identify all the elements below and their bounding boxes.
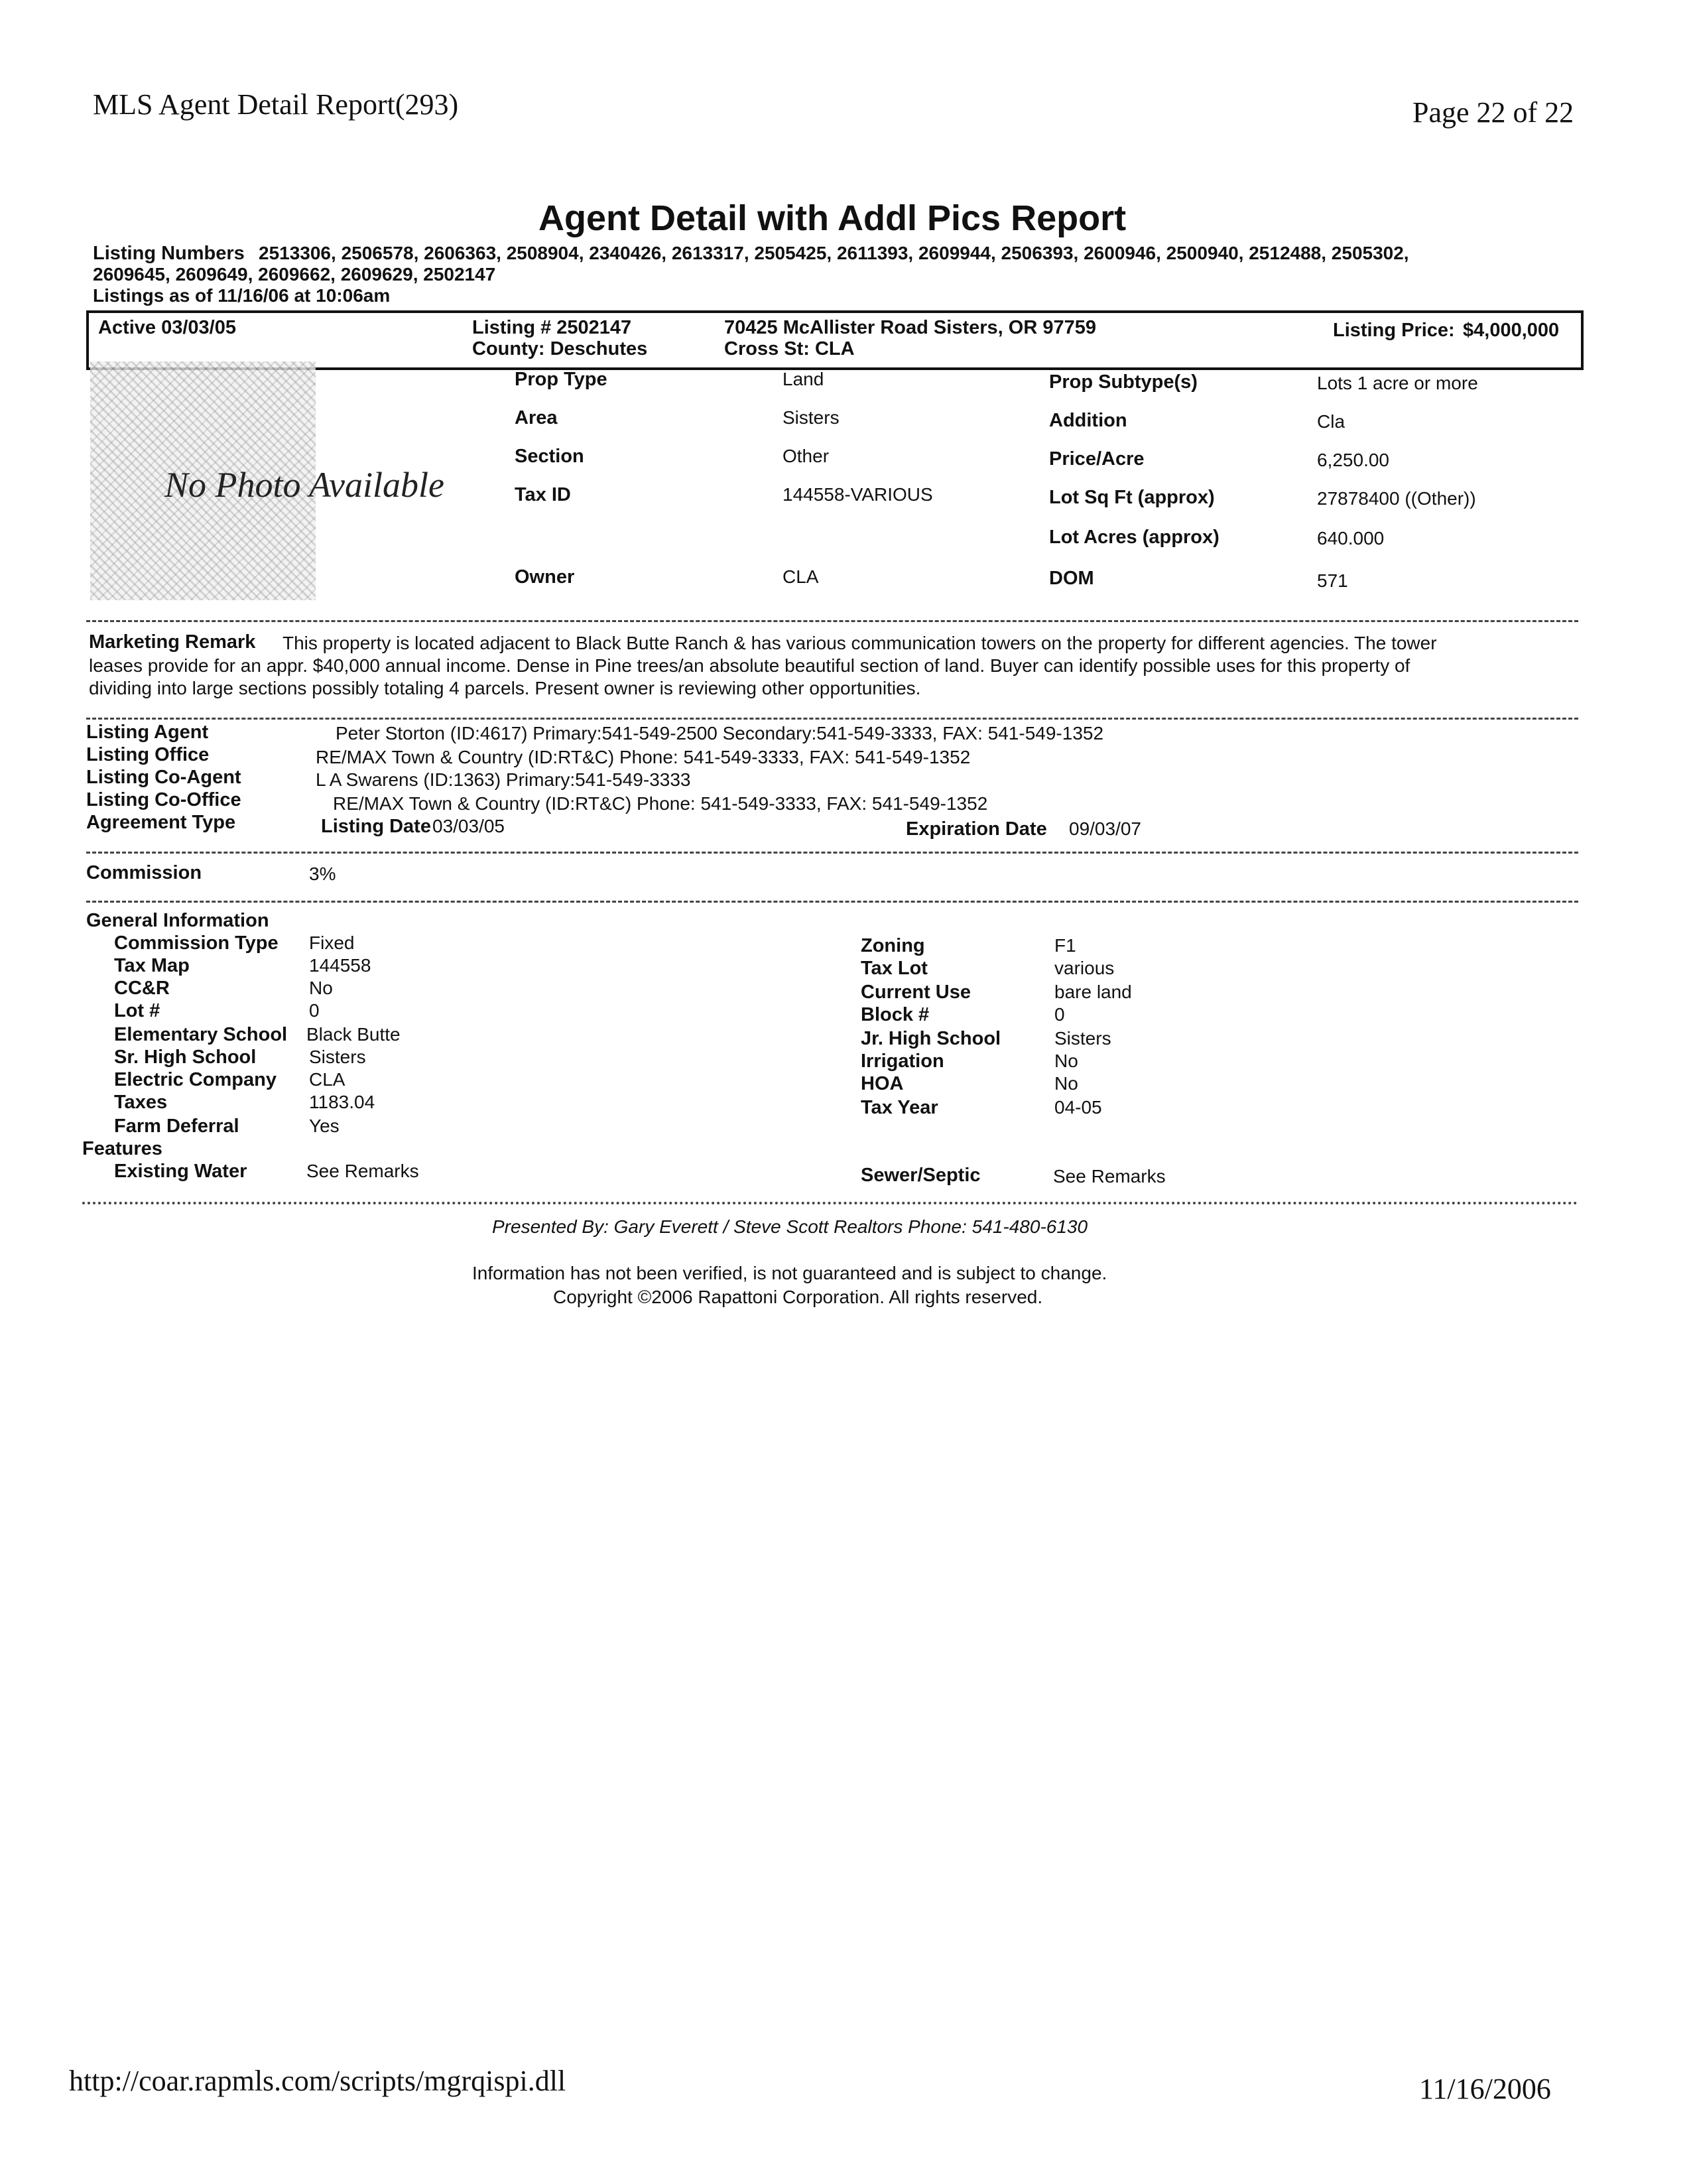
- expiration-date-label: Expiration Date: [906, 818, 1047, 840]
- lot-acres-value: 640.000: [1317, 528, 1385, 548]
- divider: [86, 901, 1578, 903]
- current-use-value: bare land: [1054, 982, 1132, 1002]
- sewer-septic-label: Sewer/Septic: [861, 1165, 981, 1186]
- prop-type-value: Land: [782, 369, 824, 389]
- zoning-value: F1: [1054, 935, 1076, 956]
- elementary-school-value: Black Butte: [306, 1024, 401, 1045]
- agreement-type-label: Agreement Type: [86, 812, 236, 833]
- tax-lot-value: various: [1054, 958, 1115, 978]
- listing-address: 70425 McAllister Road Sisters, OR 97759: [724, 317, 1096, 338]
- jr-high-school-value: Sisters: [1054, 1028, 1111, 1049]
- existing-water-label: Existing Water: [114, 1161, 247, 1182]
- taxes-value: 1183.04: [309, 1092, 375, 1112]
- divider: [86, 620, 1578, 622]
- prop-subtype-value: Lots 1 acre or more: [1317, 373, 1478, 393]
- tax-id-label: Tax ID: [515, 484, 571, 505]
- zoning-label: Zoning: [861, 935, 925, 956]
- area-label: Area: [515, 407, 558, 428]
- marketing-remark-line3: dividing into large sections possibly totaling 4 parcels. Present owner is reviewing other opportunities.: [89, 678, 921, 698]
- listing-co-agent-value: L A Swarens (ID:1363) Primary:541-549-3333: [316, 769, 691, 790]
- owner-label: Owner: [515, 566, 575, 588]
- section-value: Other: [782, 446, 830, 466]
- listing-numbers-line2: 2609645, 2609649, 2609662, 2609629, 2502147: [93, 264, 496, 285]
- lot-sqft-label: Lot Sq Ft (approx): [1049, 487, 1215, 508]
- irrigation-value: No: [1054, 1051, 1078, 1071]
- price-acre-label: Price/Acre: [1049, 448, 1145, 470]
- prop-type-label: Prop Type: [515, 369, 607, 390]
- hoa-label: HOA: [861, 1073, 904, 1094]
- section-label: Section: [515, 446, 584, 467]
- lot-number-value: 0: [309, 1000, 320, 1021]
- lot-acres-label: Lot Acres (approx): [1049, 527, 1220, 548]
- expiration-date-value: 09/03/07: [1069, 818, 1141, 839]
- listing-co-office-label: Listing Co-Office: [86, 789, 241, 810]
- jr-high-school-label: Jr. High School: [861, 1028, 1001, 1049]
- lot-sqft-value: 27878400 ((Other)): [1317, 488, 1476, 509]
- irrigation-label: Irrigation: [861, 1051, 944, 1072]
- marketing-remark-label: Marketing Remark: [89, 631, 256, 653]
- tax-year-value: 04-05: [1054, 1097, 1102, 1118]
- general-information-label: General Information: [86, 910, 269, 931]
- ccr-value: No: [309, 978, 333, 998]
- addition-value: Cla: [1317, 411, 1345, 432]
- commission-value: 3%: [309, 864, 336, 884]
- listing-office-label: Listing Office: [86, 744, 210, 765]
- tax-lot-label: Tax Lot: [861, 958, 928, 979]
- commission-label: Commission: [86, 862, 202, 883]
- listing-price: $4,000,000: [1463, 320, 1560, 341]
- divider: [82, 1202, 1578, 1204]
- print-date: 11/16/2006: [1419, 2073, 1551, 2105]
- listing-number: Listing # 2502147: [472, 317, 632, 338]
- marketing-remark-line1: This property is located adjacent to Black Butte Ranch & has various communication towers on the property for different agencies. The tower: [282, 633, 1437, 653]
- report-name: MLS Agent Detail Report(293): [93, 88, 459, 121]
- sr-high-school-value: Sisters: [309, 1047, 366, 1067]
- listing-co-office-value: RE/MAX Town & Country (ID:RT&C) Phone: 541-549-3333, FAX: 541-549-1352: [333, 793, 988, 814]
- owner-value: CLA: [782, 566, 819, 587]
- ccr-label: CC&R: [114, 978, 170, 999]
- price-acre-value: 6,250.00: [1317, 450, 1389, 470]
- page-url[interactable]: http://coar.rapmls.com/scripts/mgrqispi.dll: [69, 2065, 566, 2097]
- sr-high-school-label: Sr. High School: [114, 1047, 257, 1068]
- current-use-label: Current Use: [861, 982, 971, 1003]
- listing-status: Active 03/03/05: [98, 317, 236, 338]
- report-title: Agent Detail with Addl Pics Report: [538, 198, 1127, 238]
- block-number-value: 0: [1054, 1004, 1065, 1025]
- no-photo-text: No Photo Available: [164, 465, 444, 505]
- divider: [86, 852, 1578, 854]
- electric-company-value: CLA: [309, 1069, 345, 1090]
- listing-date-label: Listing Date: [321, 816, 431, 837]
- electric-company-label: Electric Company: [114, 1069, 277, 1090]
- hoa-value: No: [1054, 1073, 1078, 1094]
- dom-label: DOM: [1049, 568, 1094, 589]
- tax-id-value: 144558-VARIOUS: [782, 484, 933, 505]
- tax-map-label: Tax Map: [114, 955, 190, 976]
- listing-numbers-line1: 2513306, 2506578, 2606363, 2508904, 2340426, 2613317, 2505425, 2611393, 2609944, 2506393, 2600946, 2500940, 2512488, 2505302,: [259, 243, 1409, 263]
- divider: [86, 718, 1578, 720]
- sewer-septic-value: See Remarks: [1053, 1166, 1166, 1187]
- copyright: Copyright ©2006 Rapattoni Corporation. All rights reserved.: [553, 1287, 1043, 1307]
- elementary-school-label: Elementary School: [114, 1024, 288, 1045]
- listings-as-of: Listings as of 11/16/06 at 10:06am: [93, 285, 391, 306]
- area-value: Sisters: [782, 407, 840, 428]
- lot-number-label: Lot #: [114, 1000, 160, 1021]
- farm-deferral-label: Farm Deferral: [114, 1116, 239, 1137]
- listing-agent-label: Listing Agent: [86, 722, 209, 743]
- existing-water-value: See Remarks: [306, 1161, 419, 1181]
- listing-cross-street: Cross St: CLA: [724, 338, 855, 359]
- block-number-label: Block #: [861, 1004, 930, 1025]
- marketing-remark-line2: leases provide for an appr. $40,000 annual income. Dense in Pine trees/an absolute beautiful section of land. Buyer can identify possible uses for this property of: [89, 655, 1410, 676]
- commission-type-value: Fixed: [309, 932, 355, 953]
- dom-value: 571: [1317, 570, 1348, 591]
- listing-agent-value: Peter Storton (ID:4617) Primary:541-549-2500 Secondary:541-549-3333, FAX: 541-549-1352: [336, 723, 1104, 743]
- listing-co-agent-label: Listing Co-Agent: [86, 767, 241, 788]
- tax-year-label: Tax Year: [861, 1097, 938, 1118]
- listing-numbers-label: Listing Numbers: [93, 243, 245, 264]
- presented-by: Presented By: Gary Everett / Steve Scott Realtors Phone: 541-480-6130: [492, 1216, 1088, 1237]
- features-label: Features: [82, 1138, 162, 1159]
- addition-label: Addition: [1049, 410, 1127, 431]
- listing-county: County: Deschutes: [472, 338, 648, 359]
- listing-price-label: Listing Price:: [1333, 320, 1455, 341]
- listing-office-value: RE/MAX Town & Country (ID:RT&C) Phone: 541-549-3333, FAX: 541-549-1352: [316, 747, 971, 767]
- page-number: Page 22 of 22: [1412, 96, 1574, 129]
- disclaimer: Information has not been verified, is not guaranteed and is subject to change.: [472, 1263, 1107, 1283]
- listing-date-value: 03/03/05: [432, 816, 505, 836]
- tax-map-value: 144558: [309, 955, 371, 976]
- taxes-label: Taxes: [114, 1092, 168, 1113]
- commission-type-label: Commission Type: [114, 932, 279, 954]
- farm-deferral-value: Yes: [309, 1116, 340, 1136]
- prop-subtype-label: Prop Subtype(s): [1049, 371, 1198, 393]
